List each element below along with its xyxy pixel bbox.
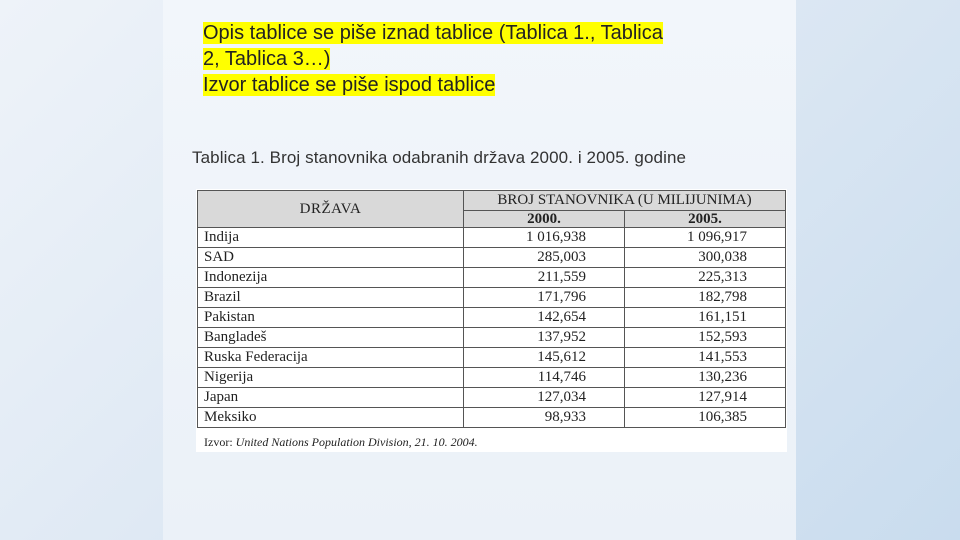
cell-2005: 161,151 [625, 308, 786, 328]
table-row [198, 228, 786, 248]
table-caption: Tablica 1. Broj stanovnika odabranih država 2000. i 2005. godine [192, 148, 687, 167]
header-country: DRŽAVA [198, 191, 464, 228]
table-row [198, 248, 786, 268]
cell-country: Bangladeš [198, 328, 464, 348]
cell-country: Japan [198, 388, 464, 408]
cell-2000: 145,612 [464, 348, 625, 368]
cell-country: Nigerija [198, 368, 464, 388]
cell-country: SAD [198, 248, 464, 268]
cell-2005: 300,038 [625, 248, 786, 268]
cell-2000: 285,003 [464, 248, 625, 268]
note-line-2: 2, Tablica 3…) [203, 48, 331, 70]
cell-2005: 1 096,917 [625, 228, 786, 248]
cell-2000: 114,746 [464, 368, 625, 388]
header-year-2000: 2000. [464, 211, 625, 228]
cell-2005: 225,313 [625, 268, 786, 288]
note-line-1: Opis tablice se piše iznad tablice (Tablica 1., Tablica [203, 22, 663, 44]
cell-country: Meksiko [198, 408, 464, 428]
cell-2005: 106,385 [625, 408, 786, 428]
header-population: BROJ STANOVNIKA (U MILIJUNIMA) [464, 191, 786, 211]
cell-country: Indija [198, 228, 464, 248]
population-table-image [196, 189, 787, 452]
cell-2000: 211,559 [464, 268, 625, 288]
table-row [198, 308, 786, 328]
cell-country: Pakistan [198, 308, 464, 328]
table-row [198, 328, 786, 348]
table-row [198, 408, 786, 428]
instruction-note [203, 20, 783, 98]
cell-country: Indonezija [198, 268, 464, 288]
cell-2000: 98,933 [464, 408, 625, 428]
table-row [198, 388, 786, 408]
cell-country: Ruska Federacija [198, 348, 464, 368]
cell-2005: 127,914 [625, 388, 786, 408]
cell-2005: 182,798 [625, 288, 786, 308]
source-label: Izvor: [204, 435, 233, 449]
cell-2000: 137,952 [464, 328, 625, 348]
table-row [198, 368, 786, 388]
cell-2000: 171,796 [464, 288, 625, 308]
table-row [198, 268, 786, 288]
table-row [198, 288, 786, 308]
cell-2005: 141,553 [625, 348, 786, 368]
table-source [204, 435, 478, 450]
table-row [198, 348, 786, 368]
cell-2005: 130,236 [625, 368, 786, 388]
header-year-2005: 2005. [625, 211, 786, 228]
population-table [197, 190, 786, 428]
cell-2005: 152,593 [625, 328, 786, 348]
cell-2000: 1 016,938 [464, 228, 625, 248]
cell-country: Brazil [198, 288, 464, 308]
cell-2000: 127,034 [464, 388, 625, 408]
source-text: United Nations Population Division, 21. 10. 2004. [235, 435, 478, 449]
note-line-3: Izvor tablice se piše ispod tablice [203, 74, 496, 96]
cell-2000: 142,654 [464, 308, 625, 328]
